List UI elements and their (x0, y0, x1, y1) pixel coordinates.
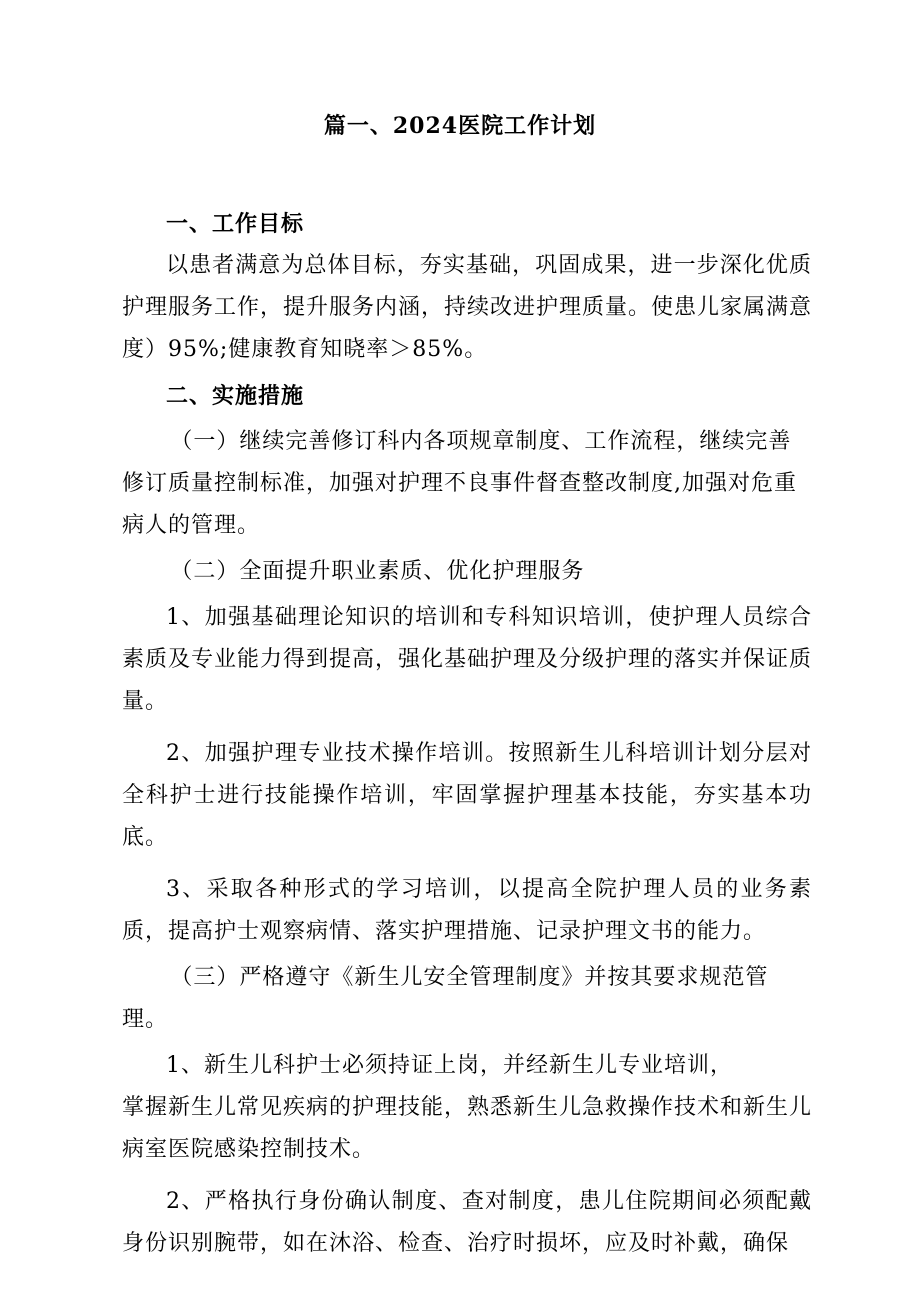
paragraph-sub3-item1-rest: 掌握新生儿常见疾病的护理技能，熟悉新生儿急救操作技术和新生儿病室医院感染控制技术。 (122, 1095, 813, 1162)
paragraph-sub3-item1-line1: 1、新生儿科护士必须持证上岗，并经新生儿专业培训， (166, 1053, 733, 1078)
section-heading-goals: 一、工作目标 (166, 211, 305, 237)
subheading-sub2: （二）全面提升职业素质、优化护理服务 (170, 559, 585, 584)
document-body (122, 203, 812, 1265)
paragraph-sub2-item3: 3、采取各种形式的学习培训，以提高全院护理人员的业务素质，提高护士观察病情、落实护理措施、记录护理文书的能力。 (122, 877, 812, 944)
paragraph-goals: 以患者满意为总体目标，夯实基础，巩固成果，进一步深化优质护理服务工作，提升服务内涵，持续改进护理质量。使患儿家属满意度）95%;健康教育知晓率＞85%。 (122, 253, 813, 362)
document-title: 篇一、2024医院工作计划 (323, 113, 597, 139)
paragraph-sub2-item2: 2、加强护理专业技术操作培训。按照新生儿科培训计划分层对全科护士进行技能操作培训，牢固掌握护理基本技能，夯实基本功底。 (122, 741, 812, 850)
section-heading-measures: 二、实施措施 (166, 383, 305, 409)
subheading-sub3: （三）严格遵守《新生儿安全管理制度》并按其要求规范管理。 (122, 965, 769, 1032)
paragraph-sub3-item2: 2、严格执行身份确认制度、查对制度，患儿住院期间必须配戴身份识别腕带，如在沐浴、检查、治疗时损坏，应及时补戴，确保 (122, 1189, 812, 1256)
paragraph-sub2-item1: 1、加强基础理论知识的培训和专科知识培训，使护理人员综合素质及专业能力得到提高，强化基础护理及分级护理的落实并保证质量。 (122, 605, 813, 714)
paragraph-sub1: （一）继续完善修订科内各项规章制度、工作流程，继续完善修订质量控制标准，加强对护理不良事件督查整改制度,加强对危重病人的管理。 (122, 429, 797, 538)
